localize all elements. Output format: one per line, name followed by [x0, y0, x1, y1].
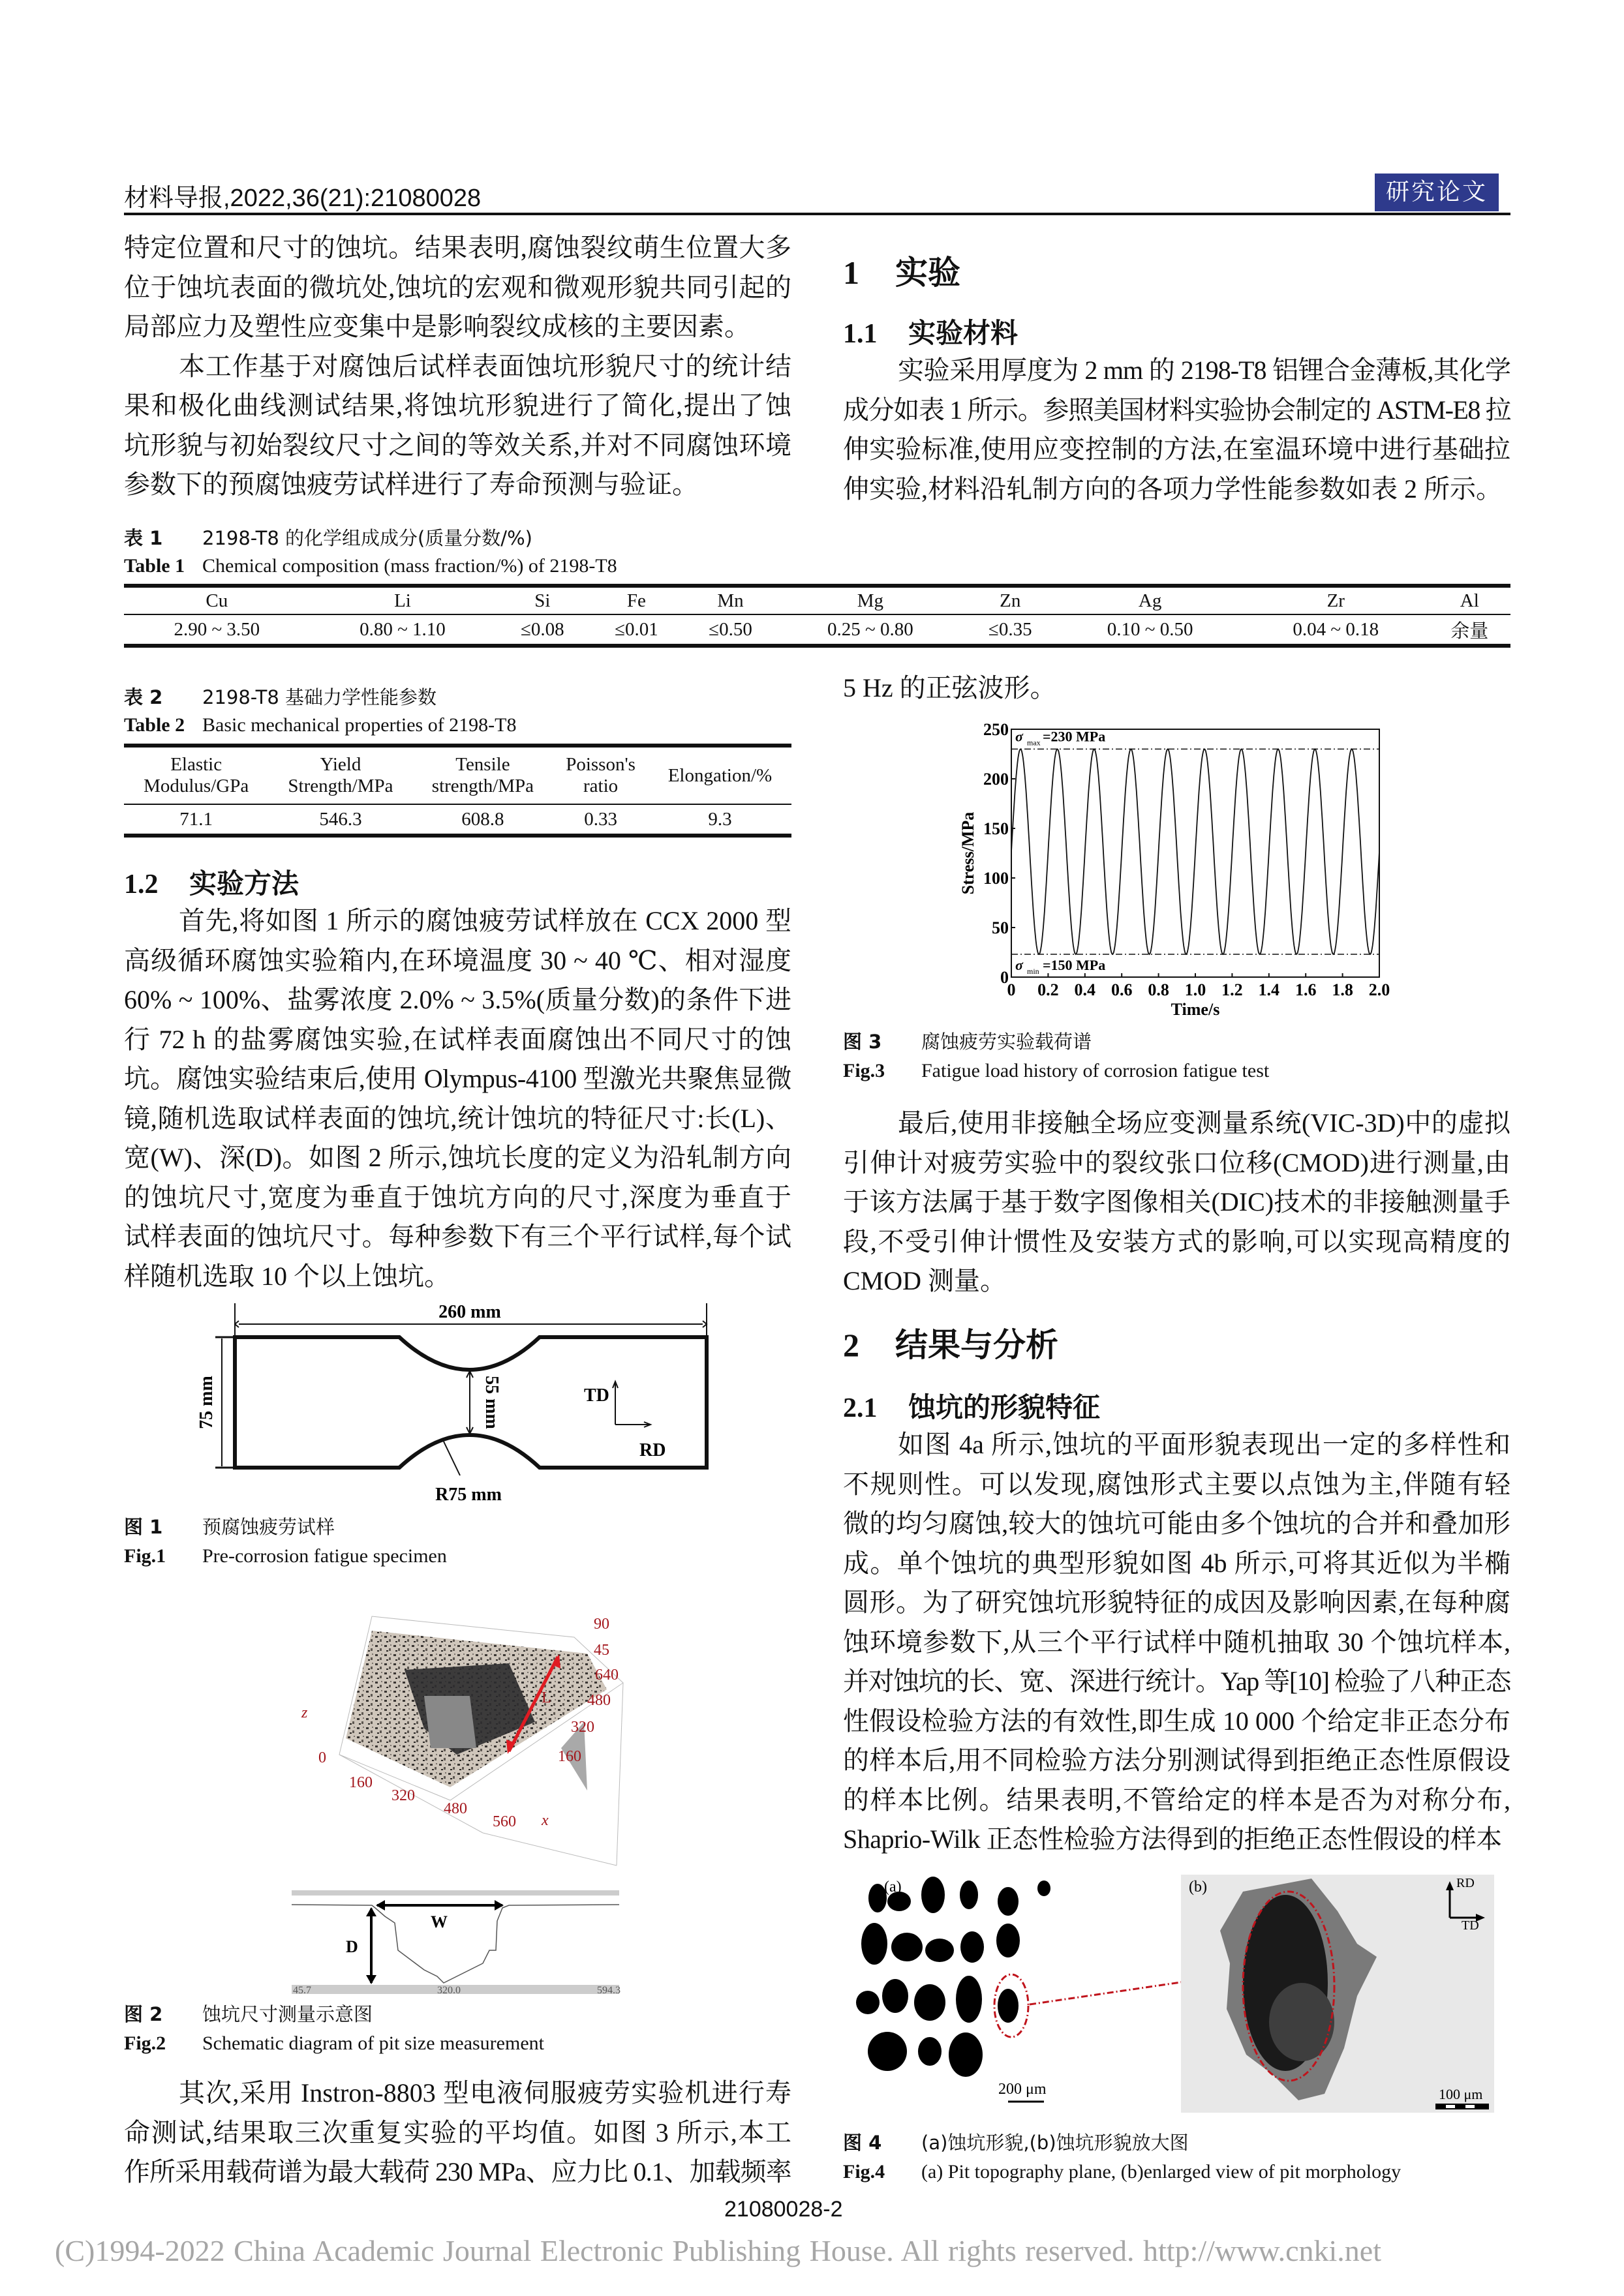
- section-title: 实验方法: [189, 868, 299, 899]
- section-number: 1: [843, 254, 859, 291]
- header-line: ratio: [583, 776, 619, 796]
- x-tick-label: 0: [1007, 980, 1016, 999]
- section-title: 结果与分析: [895, 1326, 1058, 1364]
- fig2-caption-en: [124, 2030, 544, 2057]
- fig3-title-cn: 腐蚀疲劳实验载荷谱: [921, 1031, 1092, 1053]
- table1-caption-en: [124, 552, 617, 580]
- scale-label-a: 200 μm: [998, 2081, 1047, 2098]
- text-line: Shaprio-Wilk 正态性检验方法得到的拒绝正态性假设的样本: [843, 1824, 1502, 1854]
- fig2-label-en: Fig.2: [124, 2032, 166, 2054]
- text-line: 镜,随机选取试样表面的蚀坑,统计蚀坑的特征尺寸:长(L)、: [124, 1103, 791, 1133]
- width-label: 260 mm: [438, 1302, 501, 1322]
- y-tick-label: 200: [983, 770, 1009, 789]
- radius-label: R75 mm: [435, 1485, 502, 1505]
- fig2-title-en: Schematic diagram of pit size measurement: [202, 2032, 544, 2054]
- rd-label: RD: [639, 1440, 666, 1460]
- table1-label-en: Table 1: [124, 555, 185, 577]
- table1-header-cell: Fe: [626, 590, 646, 611]
- rd-label: RD: [1456, 1876, 1475, 1890]
- section-number: 1.1: [843, 319, 878, 349]
- fig2-label-cn: 图 2: [124, 2003, 163, 2025]
- y-axis-label: Stress/MPa: [958, 811, 977, 895]
- table1-cell: ≤0.08: [520, 618, 564, 640]
- x-tick-label: 1.2: [1221, 980, 1243, 999]
- table1-header-cell: Si: [534, 590, 551, 611]
- fig2-pit-measurement: [281, 1592, 646, 1996]
- table1-title-en: Chemical composition (mass fraction/%) of 2198-T8: [202, 555, 617, 577]
- fig2-caption-cn: [124, 2001, 373, 2029]
- fig1-specimen-drawing: [196, 1298, 750, 1513]
- table1-label-cn: 表 1: [124, 527, 163, 549]
- table1-header-cell: Cu: [206, 590, 228, 611]
- z-tick: 90: [594, 1616, 609, 1633]
- text-line: 作所采用载荷谱为最大载荷 230 MPa、应力比 0.1、加载频率: [124, 2157, 791, 2186]
- x-tick-label: 1.0: [1184, 980, 1206, 999]
- table2-label-en: Table 2: [124, 714, 185, 736]
- table2-cell: 546.3: [319, 808, 362, 830]
- fig1-label-en: Fig.1: [124, 1545, 166, 1567]
- header-line: Elastic: [170, 754, 222, 775]
- text-line: 于该方法属于基于数字图像相关(DIC)技术的非接触测量手: [843, 1187, 1510, 1216]
- table2-cell: 608.8: [461, 808, 504, 830]
- y-tick: 160: [558, 1748, 581, 1765]
- text-line: 高级循环腐蚀实验箱内,在环境温度 30 ~ 40 ℃、相对湿度: [124, 945, 791, 975]
- table2-cell: 71.1: [179, 808, 213, 830]
- length-label: L: [542, 1689, 551, 1706]
- text-line: 其次,采用 Instron-8803 型电液伺服疲劳实验机进行寿: [179, 2078, 791, 2107]
- fig4-title-cn: (a)蚀坑形貌,(b)蚀坑形貌放大图: [921, 2132, 1189, 2154]
- text-line: 最后,使用非接触全场应变测量系统(VIC-3D)中的虚拟: [898, 1108, 1510, 1138]
- width-label: W: [431, 1912, 448, 1931]
- fig1-label-cn: 图 1: [124, 1516, 163, 1538]
- table1-caption-cn: [124, 524, 532, 552]
- x-tick-label: 1.8: [1332, 980, 1353, 999]
- text-line: 伸实验,材料沿轧制方向的各项力学性能参数如表 2 所示。: [843, 474, 1502, 504]
- method-text: [124, 901, 791, 1296]
- table1-header-cell: Mn: [717, 590, 744, 611]
- table1-cell: 2.90 ~ 3.50: [174, 618, 260, 640]
- dic-text: [843, 1104, 1510, 1301]
- scale-label-b: 100 μm: [1439, 2086, 1483, 2102]
- x-tick: 560: [493, 1813, 516, 1830]
- text-line: 性假设检验方法的有效性,即生成 10 000 个给定非正态分布: [843, 1706, 1510, 1736]
- text-line: 微的均匀腐蚀,较大的蚀坑可能由多个蚀坑的合并和叠加形: [843, 1509, 1510, 1538]
- panel-b-label: (b): [1189, 1879, 1207, 1896]
- table2-data-row: [124, 804, 791, 836]
- text-line: 试样表面的蚀坑尺寸。每种参数下有三个平行试样,每个试: [124, 1222, 791, 1251]
- table1-title-cn: 2198-T8 的化学组成成分(质量分数/%): [202, 527, 532, 549]
- fig3-label-en: Fig.3: [843, 1060, 885, 1081]
- text-line: 的样本后,用不同检验方法分别测试得到拒绝正态性原假设: [843, 1745, 1510, 1775]
- header-line: Yield: [320, 754, 361, 775]
- fig4-caption-en: [843, 2158, 1401, 2186]
- fig1-title-en: Pre-corrosion fatigue specimen: [202, 1545, 447, 1567]
- text-line: 60% ~ 100%、盐雾浓度 2.0% ~ 3.5%(质量分数)的条件下进: [124, 985, 791, 1014]
- table2-header-row: [124, 746, 791, 804]
- text-line: 圆形。为了研究蚀坑形貌特征的成因及影响因素,在每种腐: [843, 1588, 1510, 1617]
- copyright-watermark: (C)1994-2022 China Academic Journal Electronic Publishing House. All rights reserved. http://www.cnki.net: [55, 2234, 1381, 2267]
- reference-symbol: σ: [1015, 728, 1023, 745]
- height-label: 75 mm: [196, 1376, 217, 1429]
- fig3-load-chart: [940, 711, 1409, 1024]
- x-axis-label: x: [542, 1812, 549, 1829]
- journal-citation: 材料导报,2022,36(21):21080028: [124, 185, 482, 212]
- fig4-title-en: (a) Pit topography plane, (b)enlarged view of pit morphology: [921, 2161, 1402, 2183]
- section-heading-1: [843, 247, 960, 294]
- table1-cell: ≤0.35: [988, 618, 1032, 640]
- table2-header-cell: [649, 746, 791, 804]
- fig2-title-cn: 蚀坑尺寸测量示意图: [202, 2003, 373, 2025]
- table1-cell: 0.25 ~ 0.80: [827, 618, 913, 640]
- fig3-label-cn: 图 3: [843, 1031, 882, 1053]
- y-tick: 320: [571, 1719, 594, 1736]
- neck-width-label: 55 mm: [482, 1376, 502, 1429]
- section-heading-1-2: [124, 862, 299, 901]
- section-heading-2-1: [843, 1386, 1100, 1425]
- table2-cell: 0.33: [584, 808, 617, 830]
- fig4-caption-cn: [843, 2129, 1189, 2157]
- text-line: 成分如表 1 所示。参照美国材料实验协会制定的 ASTM-E8 拉: [843, 395, 1510, 425]
- fig1-title-cn: 预腐蚀疲劳试样: [202, 1516, 335, 1538]
- section-number: 1.2: [124, 869, 159, 899]
- x-tick-label: 0.8: [1148, 980, 1169, 999]
- y-tick-label: 100: [983, 869, 1009, 888]
- text-line: 坑形貌与初始裂纹尺寸之间的等效关系,并对不同腐蚀环境: [124, 430, 791, 460]
- table2-title-en: Basic mechanical properties of 2198-T8: [202, 714, 517, 736]
- table1-cell: 0.10 ~ 0.50: [1107, 618, 1193, 640]
- text-line: 命测试,结果取三次重复实验的平均值。如图 3 所示,本工: [124, 2117, 791, 2147]
- table1-data-row: [124, 614, 1510, 646]
- table1-cell: ≤0.50: [709, 618, 752, 640]
- x-tick-label: 0.6: [1111, 980, 1133, 999]
- text-line: 段,不受引伸计惯性及安装方式的影响,可以实现高精度的: [843, 1226, 1510, 1256]
- profile-tick: 320.0: [437, 1985, 461, 1996]
- reference-subscript: max: [1027, 738, 1041, 748]
- continuation-text: 5 Hz 的正弦波形。: [843, 673, 1056, 702]
- profile-tick: 594.3: [597, 1985, 620, 1996]
- table1-cell: ≤0.01: [615, 618, 658, 640]
- reference-subscript: min: [1027, 967, 1039, 976]
- text-line: 特定位置和尺寸的蚀坑。结果表明,腐蚀裂纹萌生位置大多: [124, 233, 791, 262]
- panel-a-label: (a): [884, 1879, 902, 1896]
- z-tick: 45: [594, 1642, 609, 1659]
- header-line: Strength/MPa: [288, 776, 393, 796]
- section-title: 实验: [895, 254, 960, 292]
- text-line: 样随机选取 10 个以上蚀坑。: [124, 1261, 450, 1291]
- text-line: 本工作基于对腐蚀后试样表面蚀坑形貌尺寸的统计结: [179, 351, 791, 381]
- x-tick: 0: [318, 1749, 326, 1766]
- x-axis-label: Time/s: [1171, 1000, 1220, 1019]
- table1-header-cell: Al: [1460, 590, 1479, 611]
- fig4-label-cn: 图 4: [843, 2132, 882, 2154]
- table2-caption-en: [124, 712, 517, 739]
- table2-caption-cn: [124, 684, 437, 712]
- x-tick: 320: [391, 1787, 415, 1804]
- fig3-caption-en: [843, 1057, 1269, 1085]
- table1-header-cell: Mg: [857, 590, 884, 611]
- material-text: [843, 351, 1510, 509]
- reference-label: =230 MPa: [1043, 728, 1106, 745]
- text-line: 实验采用厚度为 2 mm 的 2198-T8 铝锂合金薄板,其化学: [898, 355, 1510, 385]
- table1-header-cell: Li: [394, 590, 411, 611]
- table1-chemical-composition: [124, 584, 1510, 648]
- text-line: 成。单个蚀坑的典型形貌如图 4b 所示,可将其近似为半椭: [843, 1548, 1510, 1578]
- table1-cell: 余量: [1450, 620, 1489, 642]
- page-number: 21080028-2: [724, 2197, 843, 2222]
- y-tick: 480: [587, 1692, 611, 1709]
- text-line: 局部应力及塑性应变集中是影响裂纹成核的主要因素。: [124, 312, 750, 341]
- intro-text: [124, 228, 791, 505]
- x-tick-label: 0.4: [1074, 980, 1096, 999]
- y-tick-label: 0: [1000, 968, 1009, 987]
- td-label: TD: [584, 1385, 609, 1406]
- pit-wall: [424, 1696, 476, 1748]
- y-tick: 640: [595, 1667, 619, 1684]
- table1-header-cell: Zn: [1000, 590, 1021, 611]
- table1-header-cell: Zr: [1326, 590, 1345, 611]
- fig3-title-en: Fatigue load history of corrosion fatigue test: [921, 1060, 1270, 1081]
- header-rule: [124, 213, 1510, 215]
- text-line: 蚀环境参数下,从三个平行试样中随机抽取 30 个蚀坑样本,: [843, 1627, 1510, 1657]
- section-title: 蚀坑的形貌特征: [908, 1391, 1101, 1423]
- text-line: CMOD 测量。: [843, 1266, 1007, 1295]
- y-tick-label: 50: [992, 918, 1009, 937]
- x-tick: 480: [444, 1800, 467, 1817]
- text-line: 引伸计对疲劳实验中的裂纹张口位移(CMOD)进行测量,由: [843, 1147, 1510, 1177]
- fig1-caption-en: [124, 1543, 447, 1570]
- header-line: Tensile: [455, 754, 510, 775]
- text-line: 的蚀坑尺寸,宽度为垂直于蚀坑方向的尺寸,深度为垂直于: [124, 1182, 791, 1212]
- section-number: 2: [843, 1327, 859, 1363]
- header-line: Modulus/GPa: [144, 776, 249, 796]
- y-tick-label: 250: [983, 720, 1009, 739]
- panel-a-pit-topography: [856, 1877, 1050, 2077]
- z-axis-label: z: [301, 1704, 308, 1721]
- text-line: 坑。腐蚀实验结束后,使用 Olympus-4100 型激光共聚焦显微: [124, 1064, 791, 1093]
- text-line: 的样本比例。结果表明,不管给定的样本是否为对称分布,: [843, 1785, 1510, 1815]
- text-line: 宽(W)、深(D)。如图 2 所示,蚀坑长度的定义为沿轧制方向: [124, 1143, 791, 1172]
- table2-header-cell: [413, 746, 553, 804]
- fig1-caption-cn: [124, 1513, 335, 1541]
- section-heading-2: [843, 1319, 1058, 1366]
- x-tick-label: 1.6: [1295, 980, 1317, 999]
- x-tick-label: 2.0: [1368, 980, 1390, 999]
- header-line: Elongation/%: [667, 764, 773, 786]
- reference-symbol: σ: [1015, 957, 1023, 974]
- specimen-outline: [235, 1337, 707, 1468]
- table2-title-cn: 2198-T8 基础力学性能参数: [202, 686, 437, 708]
- x-tick: 160: [349, 1774, 373, 1791]
- pit-morphology-text: [843, 1425, 1510, 1860]
- text-line: 果和极化曲线测试结果,将蚀坑形貌进行了简化,提出了蚀: [124, 391, 791, 420]
- panel-b-enlarged-pit: [1181, 1875, 1494, 2113]
- text-line: 如图 4a 所示,蚀坑的平面形貌表现出一定的多样性和: [898, 1430, 1510, 1459]
- fig4-pit-images: [851, 1872, 1504, 2120]
- text-line: 并对蚀坑的长、宽、深进行统计。Yap 等[10] 检验了八种正态: [843, 1667, 1510, 1696]
- profile-tick: 45.7: [293, 1985, 311, 1996]
- table2-cell: 9.3: [708, 808, 732, 830]
- profile-top-bar: [292, 1890, 619, 1896]
- text-line: 位于蚀坑表面的微坑处,蚀坑的宏观和微观形貌共同引起的: [124, 272, 791, 302]
- y-tick-label: 150: [983, 819, 1009, 838]
- fig4-label-en: Fig.4: [843, 2161, 885, 2183]
- table1-header-cell: Ag: [1138, 590, 1162, 611]
- text-line: 参数下的预腐蚀疲劳试样进行了寿命预测与验证。: [124, 470, 698, 499]
- table2-header-cell: [268, 746, 412, 804]
- depth-profile-line: [292, 1905, 619, 1983]
- section-heading-1-1: [843, 312, 1018, 351]
- text-line: 首先,将如图 1 所示的腐蚀疲劳试样放在 CCX 2000 型: [179, 906, 791, 935]
- table2-label-cn: 表 2: [124, 686, 163, 708]
- depth-label: D: [346, 1937, 358, 1956]
- radius-leader-line: [444, 1442, 460, 1475]
- table2-header-cell: [124, 746, 268, 804]
- reference-label: =150 MPa: [1043, 957, 1106, 974]
- life-test-text: [124, 2074, 791, 2192]
- table2-header-cell: [553, 746, 649, 804]
- section-number: 2.1: [843, 1393, 878, 1423]
- x-tick-label: 0.2: [1037, 980, 1059, 999]
- text-line: 行 72 h 的盐雾腐蚀实验,在试样表面腐蚀出不同尺寸的蚀: [124, 1024, 791, 1054]
- section-title: 实验材料: [908, 317, 1019, 349]
- table1-cell: 0.80 ~ 1.10: [360, 618, 446, 640]
- table1-cell: 0.04 ~ 0.18: [1293, 618, 1379, 640]
- fig3-caption-cn: [843, 1028, 1092, 1056]
- table2-mechanical-properties: [124, 744, 791, 838]
- text-line: 不规则性。可以发现,腐蚀形式主要以点蚀为主,伴随有轻: [843, 1469, 1510, 1499]
- td-label: TD: [1462, 1918, 1479, 1933]
- table1-header-row: [124, 586, 1510, 614]
- article-type-badge: 研究论文: [1375, 174, 1499, 211]
- load-series-line: [1011, 749, 1379, 954]
- header-line: Poisson's: [566, 754, 636, 775]
- header-line: strength/MPa: [431, 776, 534, 796]
- text-line: 伸实验标准,使用应变控制的方法,在室温环境中进行基础拉: [843, 434, 1510, 464]
- x-tick-label: 1.4: [1258, 980, 1280, 999]
